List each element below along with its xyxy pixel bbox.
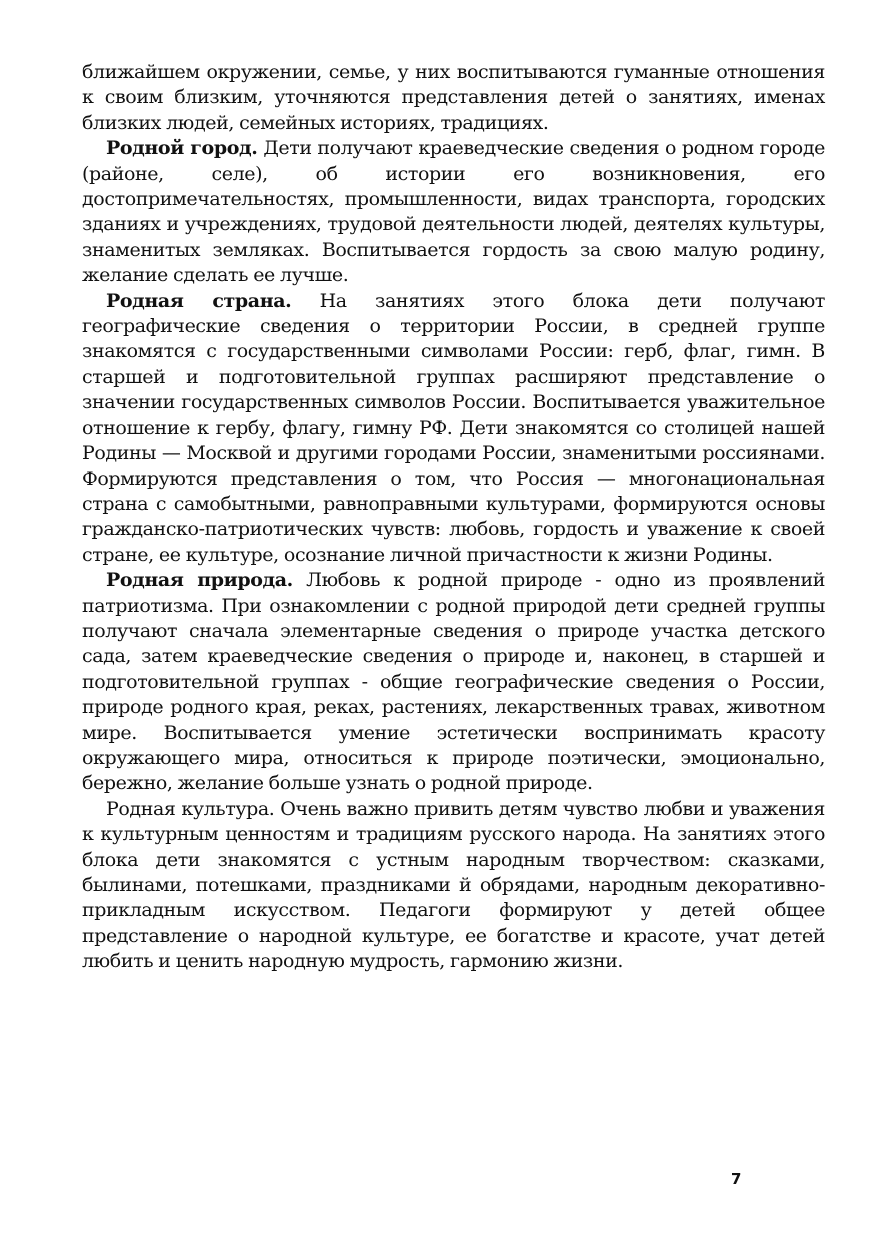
paragraph-heading-native-city: Родной город. [106, 137, 258, 160]
paragraph-native-culture [82, 797, 825, 975]
paragraph-native-nature [82, 568, 825, 797]
paragraph-text: ближайшем окружении, семье, у них воспитываются гуманные отношения к своим близким, уточняются представления детей о занятиях, именах близких людей, семейных историях, традициях. [82, 61, 825, 134]
paragraph-native-country [82, 289, 825, 568]
paragraph-text: Любовь к родной природе - одно из проявлений патриотизма. При ознакомлении с родной природой дети средней группы получают сначала элементарные сведения о природе участка детского сада, затем краеведческие сведения о природе и, наконец, в старшей и подготовительной группах - общие географические сведения о России, природе родного края, реках, растениях, лекарственных травах, животном мире. Воспитывается умение эстетически воспринимать красоту окружающего мира, относиться к природе поэтически, эмоционально, бережно, желание больше узнать о родной природе. [82, 569, 826, 795]
paragraph-native-city [82, 136, 825, 288]
paragraph-heading-native-nature: Родная природа. [106, 569, 293, 592]
paragraph-family-continuation [82, 60, 825, 136]
paragraph-text: Родная культура. Очень важно привить детям чувство любви и уважения к культурным ценностям и традициям русского народа. На занятиях этого блока дети знакомятся с устным народным творчеством: сказками, былинами, потешками, праздниками й обрядами, народным декоративно-прикладным искусством. Педагоги формируют у детей общее представление о народной культуре, ее богатстве и красоте, учат детей любить и ценить народную мудрость, гармонию жизни. [82, 797, 825, 973]
page-number: 7 [731, 1170, 742, 1188]
paragraph-text: Дети получают краеведческие сведения о родном городе (районе, селе), об истории его возникновения, его достопримечательностях, промышленности, видах транспорта, городских зданиях и учреждениях, трудовой деятельности людей, деятелях культуры, знаменитых земляках. Воспитывается гордость за свою малую родину, желание сделать ее лучше. [82, 137, 825, 287]
document-page [82, 60, 825, 975]
paragraph-text: На занятиях этого блока дети получают географические сведения о территории России, в средней группе знакомятся с государственными символами России: герб, флаг, гимн. В старшей и подготовительной группах расширяют представление о значении государственных символов России. Воспитывается уважительное отношение к гербу, флагу, гимну РФ. Дети знакомятся со столицей нашей Родины — Москвой и другими городами России, знаменитыми россиянами. Формируются представления о том, что Россия — многонациональная страна с самобытными, равноправными культурами, формируются основы гражданско-патриотических чувств: любовь, гордость и уважение к своей стране, ее культуре, осознание личной причастности к жизни Родины. [82, 289, 826, 566]
paragraph-heading-native-country: Родная страна. [106, 289, 292, 312]
